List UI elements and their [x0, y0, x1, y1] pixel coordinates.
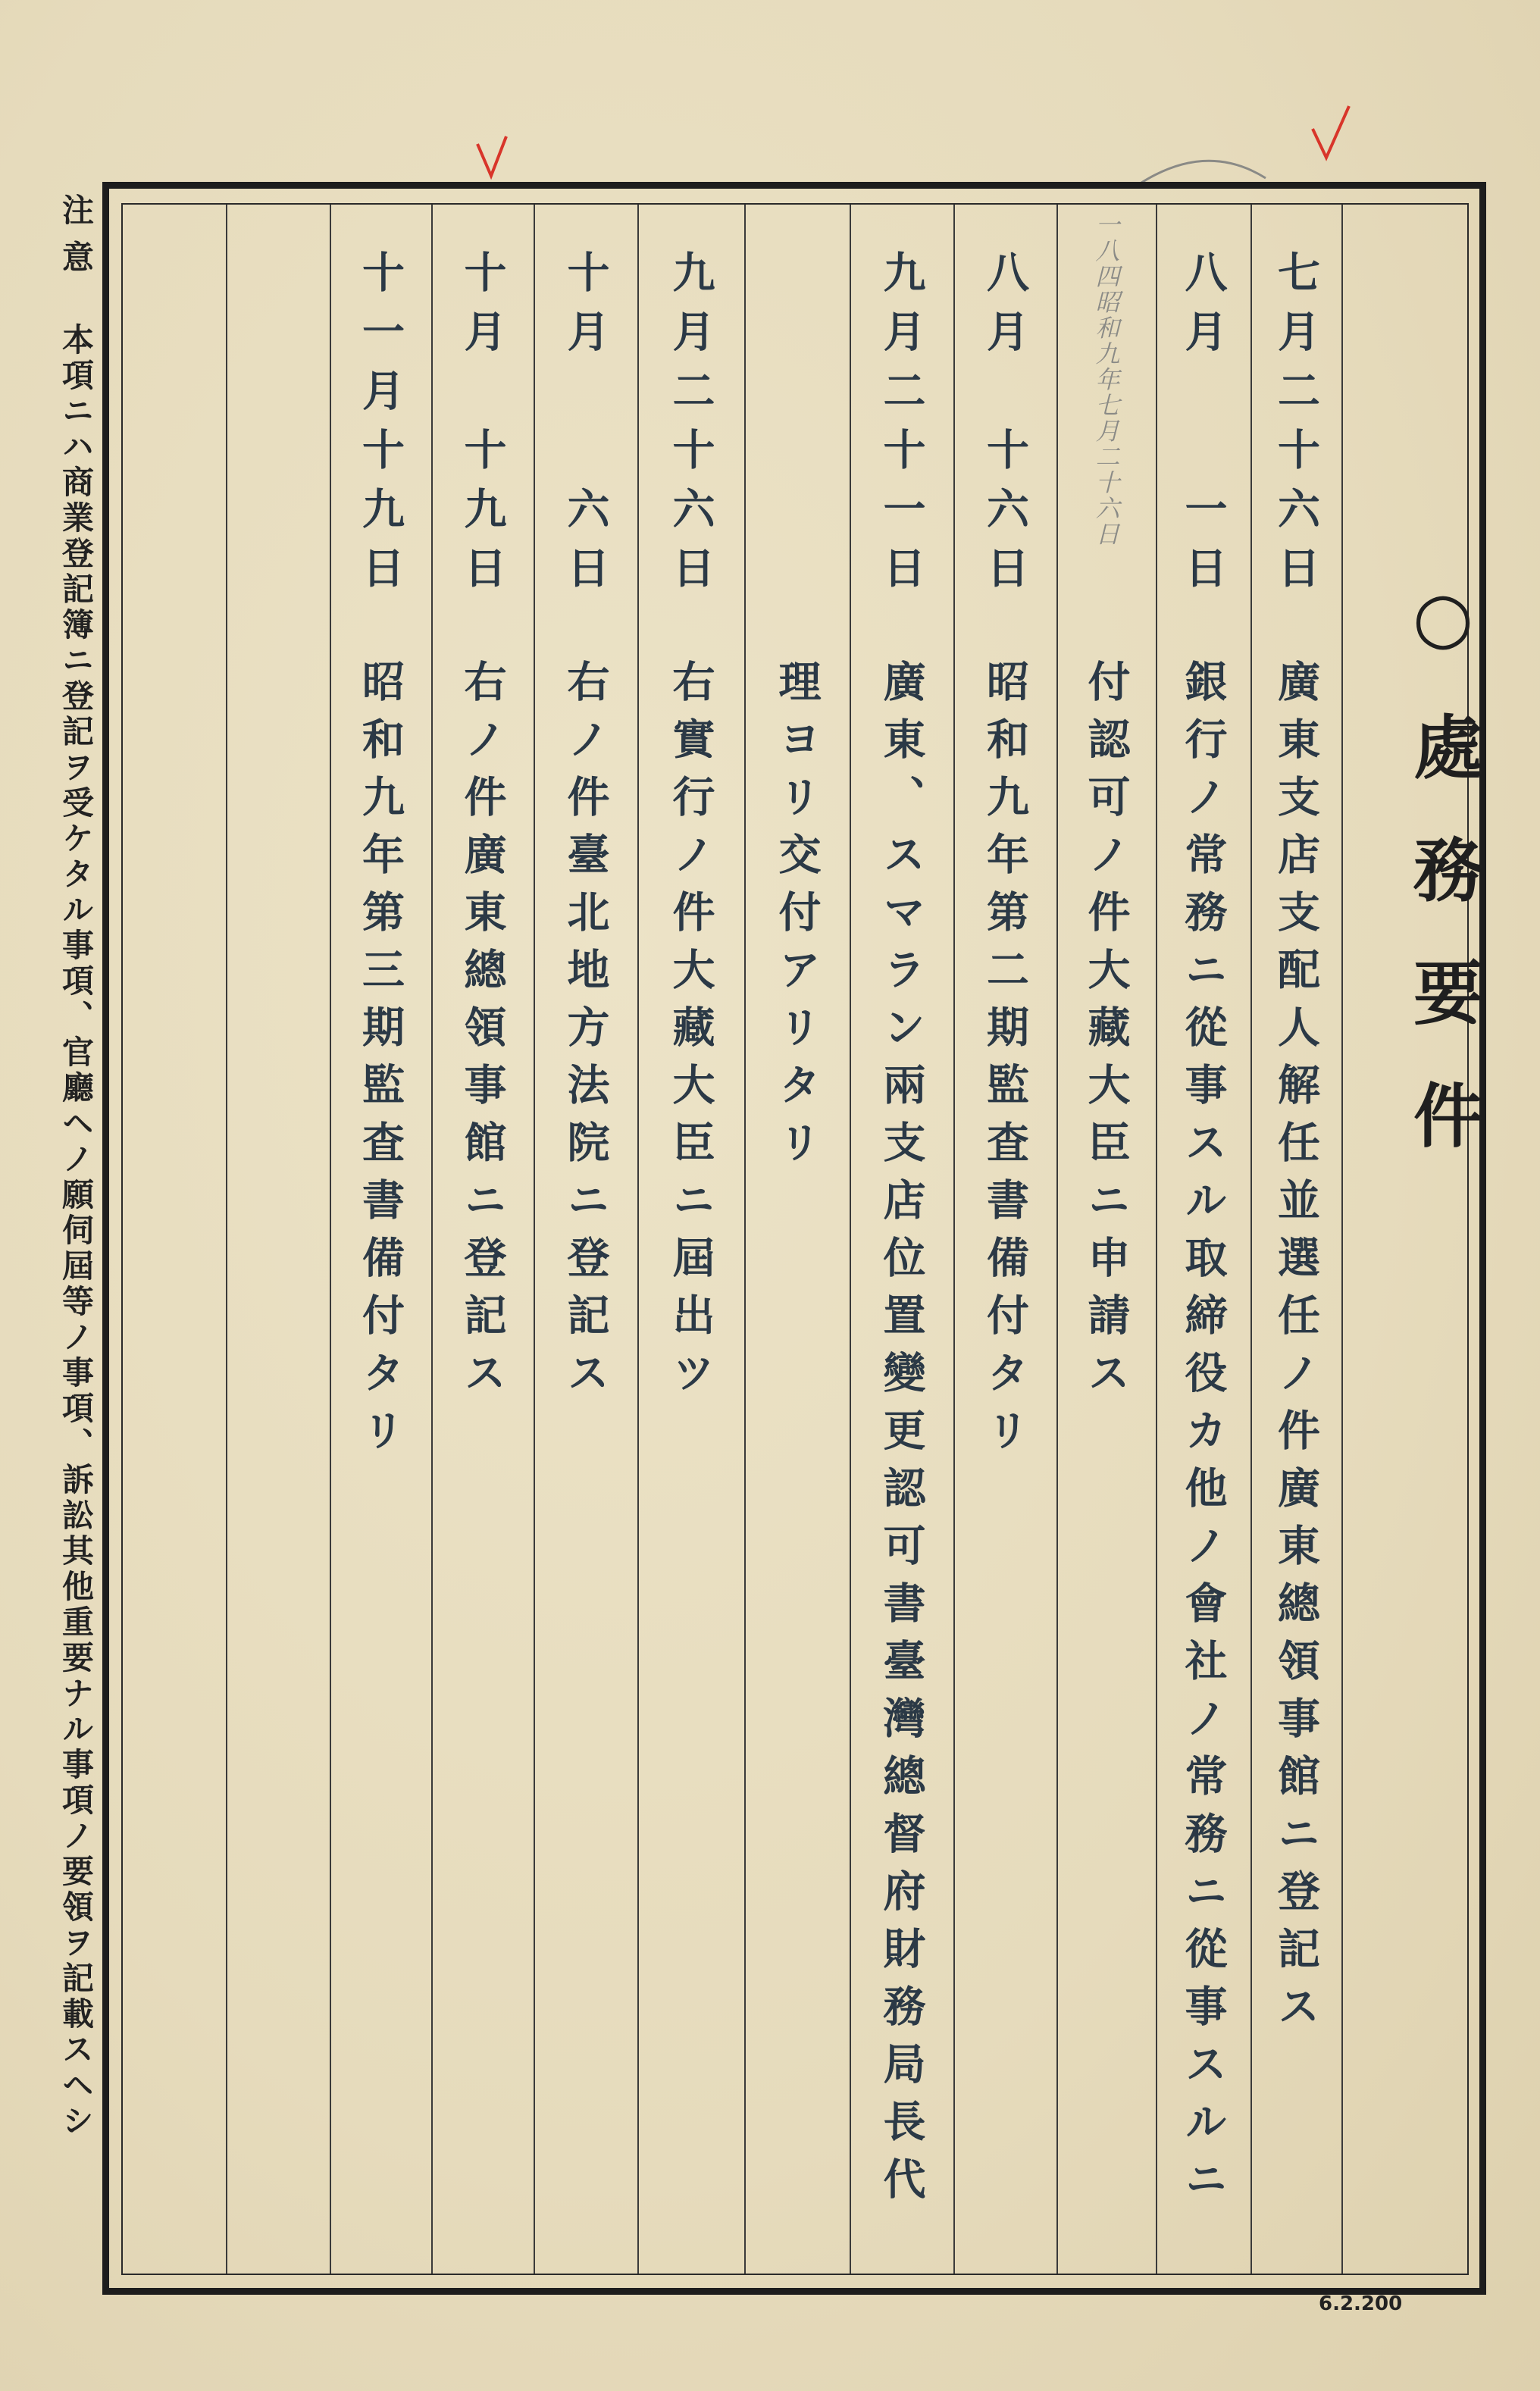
form-number: 6.2.200 — [1319, 2292, 1403, 2315]
note-text — [53, 193, 99, 2139]
note-body: 本項ニハ商業登記簿ニ登記ヲ受ケタル事項、官廳ヘノ願伺屆等ノ事項、訴訟其他重要ナル事項ノ要領ヲ記載スヘシ — [58, 323, 95, 2139]
entry-row — [953, 205, 1056, 2274]
entry-row — [330, 205, 431, 2274]
entry-date: 十月 十九日 — [457, 250, 508, 605]
entry-row — [850, 205, 953, 2274]
page-title: ○處務要件 — [1402, 576, 1484, 1202]
entry-date: 九月二十六日 — [665, 250, 716, 605]
entry-date: 九月二十一日 — [876, 250, 927, 605]
entry-row — [1056, 205, 1156, 2274]
instruction-note — [53, 193, 99, 2139]
pencil-annotation: 一八四昭和九年七月二十六日 — [1091, 212, 1121, 547]
entry-text: 昭和九年第二期監査書備付タリ — [980, 659, 1030, 1466]
entry-row — [1250, 205, 1341, 2274]
entry-row — [744, 205, 850, 2274]
entry-row — [431, 205, 534, 2274]
entry-date: 八月 十六日 — [980, 250, 1030, 605]
note-heading: 注意 — [58, 193, 95, 287]
entry-text: 昭和九年第三期監査書備付タリ — [355, 659, 405, 1466]
entry-text: 廣東支店支配人解任並選任ノ件廣東總領事館ニ登記ス — [1271, 659, 1321, 2042]
entry-text: 右實行ノ件大藏大臣ニ屆出ツ — [665, 659, 716, 1408]
entry-text: 右ノ件臺北地方法院ニ登記ス — [560, 659, 611, 1408]
entry-row — [1156, 205, 1250, 2274]
entry-row — [534, 205, 637, 2274]
column-divider — [1341, 205, 1343, 2274]
red-checkmark-icon — [1313, 106, 1349, 158]
entry-date: 十月 六日 — [560, 250, 611, 605]
entry-text: 右ノ件廣東總領事館ニ登記ス — [457, 659, 508, 1408]
entry-text: 付認可ノ件大藏大臣ニ申請ス — [1081, 659, 1132, 1408]
entry-date: 八月 一日 — [1178, 250, 1229, 605]
entry-row — [637, 205, 744, 2274]
entry-text: 銀行ノ常務ニ從事スル取締役カ他ノ會社ノ常務ニ從事スルニ — [1178, 659, 1229, 2214]
entry-text: 廣東、スマラン兩支店位置變更認可書臺灣總督府財務局長代 — [876, 659, 927, 2214]
entry-text: 理ヨリ交付アリタリ — [772, 659, 822, 1178]
entry-date: 七月二十六日 — [1271, 250, 1321, 605]
column-divider — [226, 205, 227, 2274]
entry-date: 十一月十九日 — [355, 250, 405, 605]
red-checkmark-icon — [477, 136, 506, 176]
